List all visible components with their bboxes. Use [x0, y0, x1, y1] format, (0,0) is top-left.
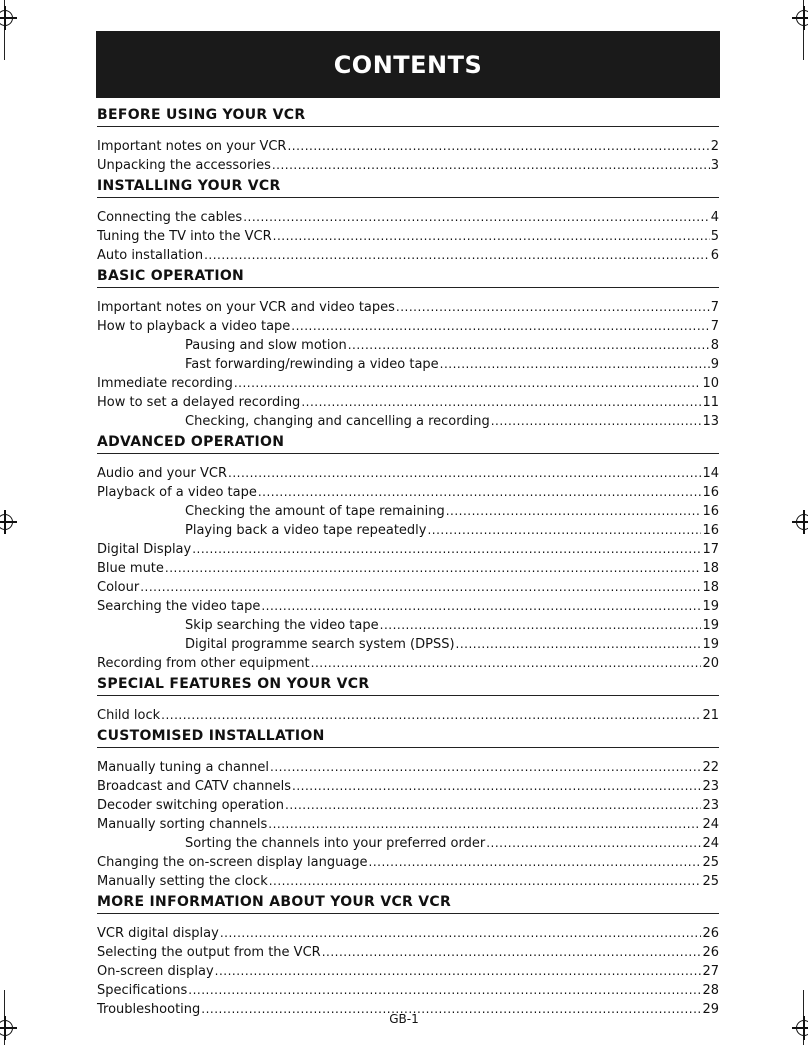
- toc-entry-page: 8: [710, 338, 719, 353]
- registration-mark-icon: [796, 514, 808, 530]
- toc-entry: [97, 355, 719, 374]
- dot-leader: [215, 962, 702, 981]
- toc-entry-title: Searching the video tape: [97, 599, 261, 614]
- toc-entry: [97, 853, 719, 872]
- toc-entry: [97, 706, 719, 725]
- toc-entry: [97, 374, 719, 393]
- toc-entry: [97, 502, 719, 521]
- toc-entry-title: Unpacking the accessories: [97, 158, 271, 173]
- toc-entry-title: Colour: [97, 580, 140, 595]
- dot-leader: [456, 635, 702, 654]
- toc-entry-title: Immediate recording: [97, 376, 233, 391]
- toc-entry: [97, 796, 719, 815]
- toc-entry-title: Digital programme search system (DPSS): [185, 637, 455, 652]
- dot-leader: [285, 796, 701, 815]
- toc-entry-title: Auto installation: [97, 248, 204, 263]
- toc-entry-page: 14: [702, 466, 719, 481]
- dot-leader: [287, 137, 709, 156]
- toc-entry-title: Child lock: [97, 708, 161, 723]
- dot-leader: [301, 393, 701, 412]
- toc-entry-title: Playback of a video tape: [97, 485, 257, 500]
- dot-leader: [261, 597, 701, 616]
- toc-entry-page: 16: [702, 485, 719, 500]
- toc-entry: [97, 412, 719, 431]
- dot-leader: [486, 834, 701, 853]
- dot-leader: [269, 872, 702, 891]
- toc-entry: [97, 834, 719, 853]
- section-heading: MORE INFORMATION ABOUT YOUR VCR VCR: [97, 891, 719, 914]
- toc-entry-page: 21: [702, 708, 719, 723]
- toc-entry-title: Manually tuning a channel: [97, 760, 270, 775]
- dot-leader: [446, 502, 702, 521]
- toc-entry-page: 5: [710, 229, 719, 244]
- dot-leader: [228, 464, 701, 483]
- toc-entry-page: 29: [702, 1002, 719, 1017]
- dot-leader: [348, 336, 710, 355]
- toc-entry-title: Connecting the cables: [97, 210, 243, 225]
- toc-entry: [97, 317, 719, 336]
- dot-leader: [369, 853, 702, 872]
- dot-leader: [204, 246, 710, 265]
- toc-entry-title: Manually setting the clock: [97, 874, 268, 889]
- section-heading: INSTALLING YOUR VCR: [97, 175, 719, 198]
- toc-entry-page: 16: [702, 504, 719, 519]
- toc-entry-page: 6: [710, 248, 719, 263]
- toc-entry-title: How to set a delayed recording: [97, 395, 301, 410]
- toc-entry-page: 24: [702, 836, 719, 851]
- toc-entry-page: 24: [702, 817, 719, 832]
- toc-entry-page: 19: [702, 637, 719, 652]
- toc-entry-title: Tuning the TV into the VCR: [97, 229, 272, 244]
- toc-entry: [97, 559, 719, 578]
- toc-entry-page: 13: [702, 414, 719, 429]
- toc-entry: [97, 943, 719, 962]
- registration-mark-icon: [0, 514, 13, 530]
- toc-entry-page: 25: [702, 855, 719, 870]
- toc-entry-page: 18: [702, 561, 719, 576]
- toc-entry: [97, 962, 719, 981]
- toc-entry-page: 22: [702, 760, 719, 775]
- dot-leader: [268, 815, 701, 834]
- section-heading: ADVANCED OPERATION: [97, 431, 719, 454]
- toc-entry-title: Manually sorting channels: [97, 817, 268, 832]
- toc-entry: [97, 597, 719, 616]
- toc-entry: [97, 464, 719, 483]
- toc-entry: [97, 246, 719, 265]
- toc-entry-page: 19: [702, 618, 719, 633]
- toc-entry-title: Audio and your VCR: [97, 466, 228, 481]
- section-heading: CUSTOMISED INSTALLATION: [97, 725, 719, 748]
- dot-leader: [311, 654, 702, 673]
- dot-leader: [272, 156, 710, 175]
- toc-entry: [97, 540, 719, 559]
- toc-entry: [97, 616, 719, 635]
- toc-entry-page: 20: [702, 656, 719, 671]
- dot-leader: [140, 578, 701, 597]
- toc-entry: [97, 483, 719, 502]
- toc-entry-page: 11: [702, 395, 719, 410]
- toc-entry-page: 16: [702, 523, 719, 538]
- toc-section: [97, 104, 719, 175]
- toc-entry: [97, 815, 719, 834]
- toc-entry: [97, 578, 719, 597]
- toc-entry-title: How to playback a video tape: [97, 319, 291, 334]
- toc-entry-page: 2: [710, 139, 719, 154]
- toc-section: [97, 431, 719, 673]
- toc-entry-page: 9: [710, 357, 719, 372]
- toc-entry-title: Checking, changing and cancelling a recording: [185, 414, 490, 429]
- dot-leader: [192, 540, 701, 559]
- toc-entry-title: VCR digital display: [97, 926, 219, 941]
- toc-entry: [97, 298, 719, 317]
- toc-entry: [97, 777, 719, 796]
- toc-entry: [97, 208, 719, 227]
- toc-entry-title: Skip searching the video tape: [185, 618, 379, 633]
- toc-entry-title: Broadcast and CATV channels: [97, 779, 291, 794]
- toc-entry-title: Digital Display: [97, 542, 192, 557]
- toc-entry-page: 4: [710, 210, 719, 225]
- toc-entry: [97, 872, 719, 891]
- toc-entry-title: Playing back a video tape repeatedly: [185, 523, 427, 538]
- toc-section: [97, 725, 719, 891]
- toc-entry-page: 26: [702, 926, 719, 941]
- section-heading: SPECIAL FEATURES ON YOUR VCR: [97, 673, 719, 696]
- toc-entry: [97, 227, 719, 246]
- toc-entry-title: Recording from other equipment: [97, 656, 310, 671]
- toc-entry-title: Important notes on your VCR: [97, 139, 287, 154]
- toc-entry-page: 7: [710, 319, 719, 334]
- toc-entry: [97, 981, 719, 1000]
- registration-mark-icon: [0, 10, 13, 26]
- table-of-contents: [97, 104, 719, 1019]
- toc-section: [97, 175, 719, 265]
- section-heading: BASIC OPERATION: [97, 265, 719, 288]
- toc-entry-title: On-screen display: [97, 964, 214, 979]
- toc-entry: [97, 393, 719, 412]
- toc-section: [97, 265, 719, 431]
- toc-entry: [97, 758, 719, 777]
- toc-entry-title: Selecting the output from the VCR: [97, 945, 321, 960]
- dot-leader: [165, 559, 702, 578]
- dot-leader: [273, 227, 710, 246]
- toc-entry-page: 27: [702, 964, 719, 979]
- toc-entry-page: 19: [702, 599, 719, 614]
- toc-entry-page: 28: [702, 983, 719, 998]
- toc-entry-title: Fast forwarding/rewinding a video tape: [185, 357, 439, 372]
- dot-leader: [291, 317, 709, 336]
- toc-entry: [97, 924, 719, 943]
- toc-entry-page: 26: [702, 945, 719, 960]
- toc-entry: [97, 137, 719, 156]
- dot-leader: [161, 706, 701, 725]
- toc-entry: [97, 336, 719, 355]
- toc-entry-page: 23: [702, 779, 719, 794]
- dot-leader: [491, 412, 702, 431]
- toc-entry: [97, 156, 719, 175]
- toc-entry-title: Blue mute: [97, 561, 164, 576]
- registration-mark-icon: [796, 10, 808, 26]
- toc-entry-page: 25: [702, 874, 719, 889]
- toc-entry-title: Specifications: [97, 983, 188, 998]
- toc-section: [97, 891, 719, 1019]
- dot-leader: [292, 777, 701, 796]
- toc-entry-title: Changing the on-screen display language: [97, 855, 368, 870]
- toc-entry-page: 3: [710, 158, 719, 173]
- dot-leader: [220, 924, 702, 943]
- toc-entry-page: 10: [702, 376, 719, 391]
- dot-leader: [243, 208, 710, 227]
- dot-leader: [427, 521, 701, 540]
- page-number: GB-1: [389, 1012, 419, 1026]
- toc-entry-page: 23: [702, 798, 719, 813]
- section-heading: BEFORE USING YOUR VCR: [97, 104, 719, 127]
- toc-entry-page: 18: [702, 580, 719, 595]
- toc-entry-title: Pausing and slow motion: [185, 338, 347, 353]
- dot-leader: [234, 374, 702, 393]
- dot-leader: [270, 758, 701, 777]
- toc-entry-title: Sorting the channels into your preferred order: [185, 836, 486, 851]
- toc-entry: [97, 654, 719, 673]
- toc-entry-title: Decoder switching operation: [97, 798, 284, 813]
- toc-entry-title: Important notes on your VCR and video tapes: [97, 300, 395, 315]
- dot-leader: [440, 355, 710, 374]
- toc-entry-title: Troubleshooting: [97, 1002, 201, 1017]
- page-title: CONTENTS: [96, 31, 720, 98]
- dot-leader: [258, 483, 702, 502]
- toc-section: [97, 673, 719, 725]
- toc-entry-title: Checking the amount of tape remaining: [185, 504, 445, 519]
- dot-leader: [396, 298, 710, 317]
- toc-entry: [97, 521, 719, 540]
- dot-leader: [380, 616, 702, 635]
- toc-entry: [97, 635, 719, 654]
- toc-entry-page: 7: [710, 300, 719, 315]
- dot-leader: [188, 981, 701, 1000]
- toc-entry-page: 17: [702, 542, 719, 557]
- dot-leader: [322, 943, 702, 962]
